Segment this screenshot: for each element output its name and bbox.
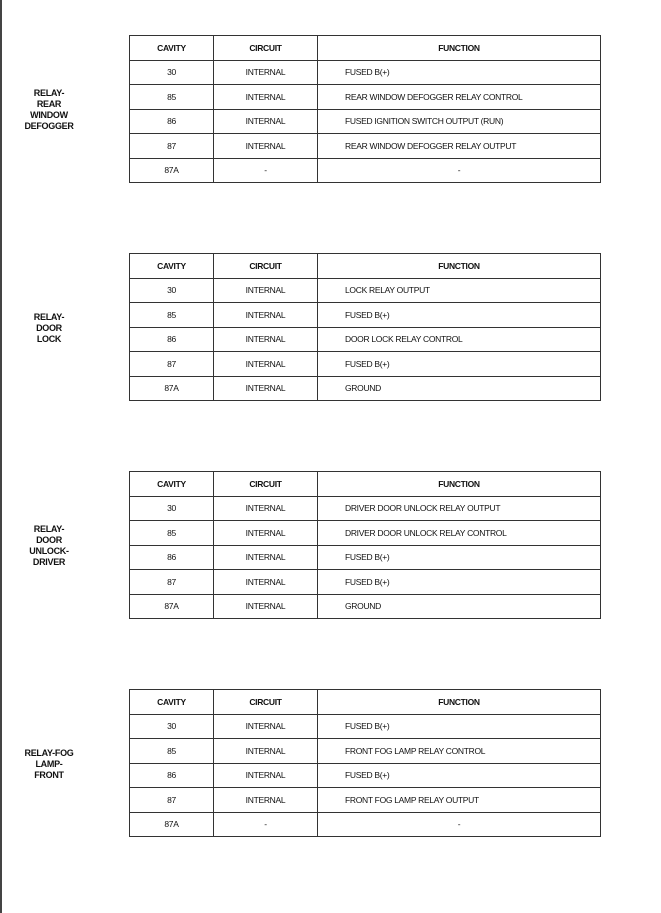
cell-function: GROUND — [318, 594, 601, 619]
cell-cavity: 86 — [130, 109, 214, 134]
cell-cavity: 30 — [130, 278, 214, 303]
relay-section-2 — [0, 253, 661, 403]
cell-function: - — [318, 812, 601, 837]
header-cavity: CAVITY — [130, 254, 214, 279]
cell-cavity: 30 — [130, 60, 214, 85]
cell-circuit: INTERNAL — [214, 714, 318, 739]
header-function: FUNCTION — [318, 472, 601, 497]
relay-name-label — [10, 471, 88, 621]
cell-cavity: 86 — [130, 327, 214, 352]
relay-name-label — [10, 253, 88, 403]
cell-cavity: 85 — [130, 303, 214, 328]
cell-cavity: 30 — [130, 496, 214, 521]
cell-function: DRIVER DOOR UNLOCK RELAY OUTPUT — [318, 496, 601, 521]
relay-name-text: RELAY-FOG LAMP- FRONT — [24, 747, 74, 780]
table-row — [130, 303, 601, 328]
cell-function: FUSED B(+) — [318, 763, 601, 788]
table-row — [130, 158, 601, 183]
cell-cavity: 87 — [130, 788, 214, 813]
cell-function: DOOR LOCK RELAY CONTROL — [318, 327, 601, 352]
table-row — [130, 570, 601, 595]
cell-circuit: INTERNAL — [214, 788, 318, 813]
header-function: FUNCTION — [318, 690, 601, 715]
table-header-row — [130, 690, 601, 715]
cell-circuit: INTERNAL — [214, 763, 318, 788]
relay-name-text: RELAY- DOOR UNLOCK- DRIVER — [29, 524, 69, 567]
cell-circuit: INTERNAL — [214, 303, 318, 328]
cell-function: DRIVER DOOR UNLOCK RELAY CONTROL — [318, 521, 601, 546]
cell-function: FUSED B(+) — [318, 60, 601, 85]
relay-name-label — [10, 689, 88, 839]
cell-circuit: - — [214, 158, 318, 183]
header-cavity: CAVITY — [130, 690, 214, 715]
header-circuit: CIRCUIT — [214, 690, 318, 715]
table-row — [130, 134, 601, 159]
table-row — [130, 788, 601, 813]
cell-circuit: INTERNAL — [214, 521, 318, 546]
table-row — [130, 521, 601, 546]
relay-section-4 — [0, 689, 661, 839]
cell-cavity: 87A — [130, 158, 214, 183]
cell-function: FUSED B(+) — [318, 570, 601, 595]
cell-circuit: INTERNAL — [214, 739, 318, 764]
table-row — [130, 85, 601, 110]
cell-cavity: 87 — [130, 570, 214, 595]
cavity-table — [129, 471, 601, 619]
cell-circuit: INTERNAL — [214, 278, 318, 303]
table-row — [130, 763, 601, 788]
table-row — [130, 376, 601, 401]
relay-name-text: RELAY- DOOR LOCK — [33, 311, 65, 344]
header-function: FUNCTION — [318, 254, 601, 279]
cavity-table — [129, 689, 601, 837]
cell-circuit: INTERNAL — [214, 376, 318, 401]
table-row — [130, 327, 601, 352]
cell-cavity: 85 — [130, 85, 214, 110]
header-circuit: CIRCUIT — [214, 472, 318, 497]
cell-cavity: 87A — [130, 812, 214, 837]
cell-function: REAR WINDOW DEFOGGER RELAY CONTROL — [318, 85, 601, 110]
table-header-row — [130, 472, 601, 497]
table-row — [130, 714, 601, 739]
relay-section-1 — [0, 35, 661, 185]
cell-circuit: INTERNAL — [214, 496, 318, 521]
table-header-row — [130, 254, 601, 279]
cell-function: FRONT FOG LAMP RELAY CONTROL — [318, 739, 601, 764]
cell-circuit: INTERNAL — [214, 327, 318, 352]
cell-function: GROUND — [318, 376, 601, 401]
cell-function: LOCK RELAY OUTPUT — [318, 278, 601, 303]
cell-cavity: 85 — [130, 521, 214, 546]
cell-circuit: INTERNAL — [214, 594, 318, 619]
cell-cavity: 87 — [130, 352, 214, 377]
header-circuit: CIRCUIT — [214, 36, 318, 61]
table-row — [130, 739, 601, 764]
relay-name-text: RELAY- REAR WINDOW DEFOGGER — [24, 88, 74, 131]
cavity-table — [129, 35, 601, 183]
table-row — [130, 812, 601, 837]
cell-function: - — [318, 158, 601, 183]
cell-cavity: 87A — [130, 376, 214, 401]
header-circuit: CIRCUIT — [214, 254, 318, 279]
cell-circuit: INTERNAL — [214, 60, 318, 85]
cell-function: FUSED B(+) — [318, 545, 601, 570]
cell-cavity: 87A — [130, 594, 214, 619]
relay-name-label — [10, 35, 88, 185]
cell-circuit: INTERNAL — [214, 570, 318, 595]
relay-section-3 — [0, 471, 661, 621]
cell-circuit: INTERNAL — [214, 545, 318, 570]
cell-cavity: 86 — [130, 545, 214, 570]
table-row — [130, 352, 601, 377]
table-header-row — [130, 36, 601, 61]
cell-circuit: INTERNAL — [214, 109, 318, 134]
header-cavity: CAVITY — [130, 472, 214, 497]
cell-cavity: 30 — [130, 714, 214, 739]
cell-function: FUSED B(+) — [318, 714, 601, 739]
table-row — [130, 109, 601, 134]
header-cavity: CAVITY — [130, 36, 214, 61]
cell-cavity: 86 — [130, 763, 214, 788]
cell-circuit: INTERNAL — [214, 134, 318, 159]
table-row — [130, 496, 601, 521]
table-row — [130, 545, 601, 570]
cell-cavity: 85 — [130, 739, 214, 764]
cell-circuit: - — [214, 812, 318, 837]
cell-function: FUSED IGNITION SWITCH OUTPUT (RUN) — [318, 109, 601, 134]
cell-function: FRONT FOG LAMP RELAY OUTPUT — [318, 788, 601, 813]
cell-function: FUSED B(+) — [318, 303, 601, 328]
table-row — [130, 278, 601, 303]
cell-circuit: INTERNAL — [214, 85, 318, 110]
cell-function: FUSED B(+) — [318, 352, 601, 377]
cell-function: REAR WINDOW DEFOGGER RELAY OUTPUT — [318, 134, 601, 159]
cell-cavity: 87 — [130, 134, 214, 159]
table-row — [130, 594, 601, 619]
cell-circuit: INTERNAL — [214, 352, 318, 377]
table-row — [130, 60, 601, 85]
header-function: FUNCTION — [318, 36, 601, 61]
cavity-table — [129, 253, 601, 401]
